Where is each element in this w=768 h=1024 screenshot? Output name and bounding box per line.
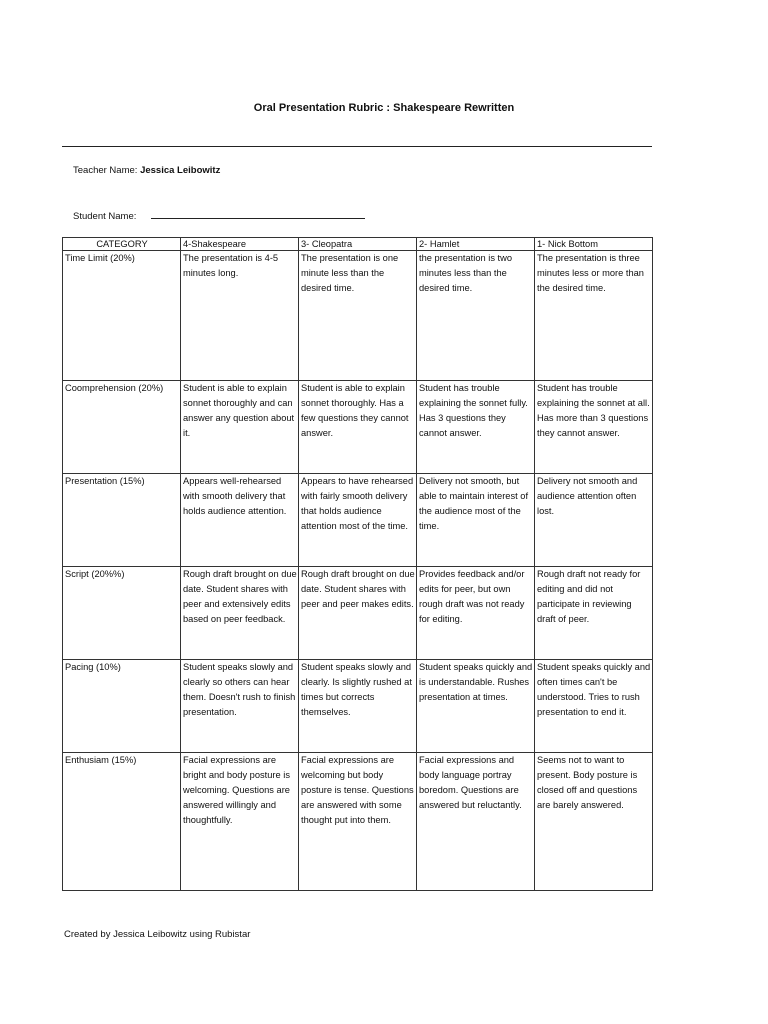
- rubric-cell: The presentation is 4-5 minutes long.: [181, 251, 299, 381]
- teacher-name: Jessica Leibowitz: [140, 165, 221, 176]
- rubric-cell: Student is able to explain sonnet thoroughly and can answer any question about it.: [181, 381, 299, 474]
- header-level-2: 2- Hamlet: [417, 238, 535, 251]
- category-cell: Time Limit (20%): [63, 251, 181, 381]
- title-divider: [62, 146, 652, 147]
- category-cell: Pacing (10%): [63, 660, 181, 753]
- student-label: Student Name:: [73, 211, 137, 222]
- student-name-blank[interactable]: [151, 209, 365, 219]
- rubric-cell: Rough draft brought on due date. Student shares with peer and peer makes edits.: [299, 567, 417, 660]
- rubric-cell: Appears well-rehearsed with smooth delivery that holds audience attention.: [181, 474, 299, 567]
- teacher-name-line: [73, 165, 220, 176]
- rubric-cell: Facial expressions and body language portray boredom. Questions are answered but reluctantly.: [417, 753, 535, 891]
- rubric-cell: Student has trouble explaining the sonnet fully. Has 3 questions they cannot answer.: [417, 381, 535, 474]
- table-row: [63, 474, 653, 567]
- header-level-3: 3- Cleopatra: [299, 238, 417, 251]
- rubric-cell: Seems not to want to present. Body posture is closed off and questions are barely answered.: [535, 753, 653, 891]
- category-cell: Presentation (15%): [63, 474, 181, 567]
- category-cell: Enthusiam (15%): [63, 753, 181, 891]
- rubric-cell: Student speaks slowly and clearly. Is slightly rushed at times but corrects themselves.: [299, 660, 417, 753]
- rubric-cell: Student speaks quickly and often times can't be understood. Tries to rush presentation to end it.: [535, 660, 653, 753]
- rubric-cell: Rough draft not ready for editing and did not participate in reviewing draft of peer.: [535, 567, 653, 660]
- rubric-cell: The presentation is three minutes less or more than the desired time.: [535, 251, 653, 381]
- rubric-cell: Student has trouble explaining the sonnet at all. Has more than 3 questions they cannot answer.: [535, 381, 653, 474]
- rubric-cell: Student is able to explain sonnet thoroughly. Has a few questions they cannot answer.: [299, 381, 417, 474]
- table-row: [63, 660, 653, 753]
- rubric-cell: the presentation is two minutes less than the desired time.: [417, 251, 535, 381]
- footer-credit: Created by Jessica Leibowitz using Rubistar: [64, 929, 251, 940]
- page-title: Oral Presentation Rubric : Shakespeare Rewritten: [253, 102, 515, 114]
- teacher-label: Teacher Name:: [73, 165, 138, 176]
- category-cell: Script (20%%): [63, 567, 181, 660]
- table-row: [63, 753, 653, 891]
- rubric-cell: Delivery not smooth, but able to maintain interest of the audience most of the time.: [417, 474, 535, 567]
- rubric-cell: Appears to have rehearsed with fairly smooth delivery that holds audience attention most of the time.: [299, 474, 417, 567]
- table-row: [63, 567, 653, 660]
- table-row: [63, 381, 653, 474]
- rubric-cell: The presentation is one minute less than the desired time.: [299, 251, 417, 381]
- rubric-cell: Delivery not smooth and audience attention often lost.: [535, 474, 653, 567]
- rubric-cell: Facial expressions are welcoming but body posture is tense. Questions are answered with some thought put into them.: [299, 753, 417, 891]
- header-level-4: 4-Shakespeare: [181, 238, 299, 251]
- rubric-table: [62, 237, 653, 891]
- header-level-1: 1- Nick Bottom: [535, 238, 653, 251]
- rubric-cell: Student speaks quickly and is understandable. Rushes presentation at times.: [417, 660, 535, 753]
- student-name-line: [73, 209, 365, 222]
- header-row: [63, 238, 653, 251]
- rubric-cell: Provides feedback and/or edits for peer, but own rough draft was not ready for editing.: [417, 567, 535, 660]
- rubric-cell: Student speaks slowly and clearly so others can hear them. Doesn't rush to finish presentation.: [181, 660, 299, 753]
- header-category: CATEGORY: [63, 238, 181, 251]
- table-row: [63, 251, 653, 381]
- category-cell: Coomprehension (20%): [63, 381, 181, 474]
- rubric-cell: Facial expressions are bright and body posture is welcoming. Questions are answered willingly and thoughtfully.: [181, 753, 299, 891]
- rubric-cell: Rough draft brought on due date. Student shares with peer and extensively edits based on peer feedback.: [181, 567, 299, 660]
